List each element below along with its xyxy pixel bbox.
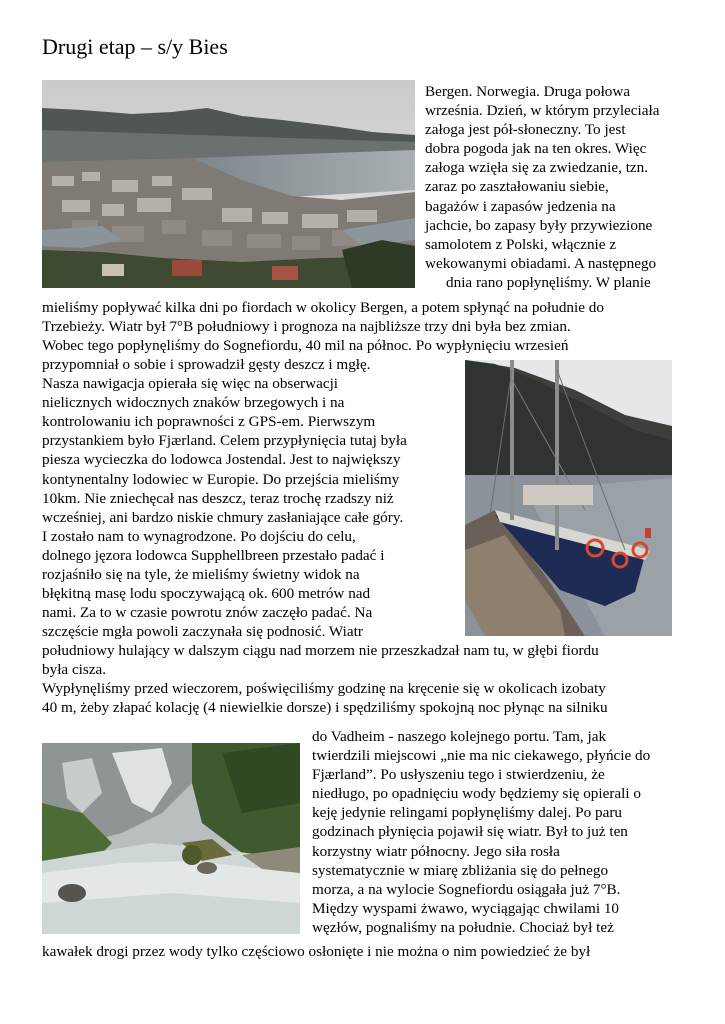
text-line: Fjærland”. Po usłyszeniu tego i stwierdzeniu, że bbox=[312, 766, 605, 784]
text-line: 10km. Nie zniechęcał nas deszcz, teraz trochę rzadszy niż bbox=[42, 489, 394, 507]
text-line: rozjaśniło się na tyle, że mieliśmy świetny widok na bbox=[42, 566, 360, 584]
page-title: Drugi etap – s/y Bies bbox=[42, 34, 228, 59]
text-line: przystankiem było Fjærland. Celem przypłynięcia tutaj była bbox=[42, 432, 407, 450]
text-line: wekowanymi obiadami. A następnego bbox=[425, 254, 657, 272]
text-line: do Vadheim - naszego kolejnego portu. Tam, jak bbox=[312, 728, 607, 745]
glacier-paragraph bbox=[42, 355, 407, 641]
text-line: szczęście mgła powoli zaczynała się podnosić. Wiatr bbox=[42, 623, 363, 641]
text-line: błękitną masę lodu spoczywającą ok. 600 metrów nad bbox=[42, 585, 371, 603]
text-line: zaraz po zaształowaniu siebie, bbox=[425, 178, 609, 196]
text-line: korzystny wiatr północny. Jego siła rosła bbox=[312, 842, 560, 860]
text-line: kawałek drogi przez wody tylko częściowo osłonięte i nie można o nim powiedzieć że był bbox=[42, 943, 591, 960]
text-line: Trzebieży. Wiatr był 7°B południowy i prognoza na najbliższe trzy dni była bez zmian. bbox=[42, 318, 571, 336]
intro-paragraph bbox=[425, 82, 659, 292]
text-line: nami. Za to w czasie powrotu znów zaczęło padać. Na bbox=[42, 604, 373, 622]
text-line: nielicznych widocznych znaków brzegowych i na bbox=[42, 394, 345, 412]
text-line: systematycznie w miarę zbliżania się do pełnego bbox=[312, 861, 609, 879]
text-line: jachcie, bo zapasy były przywiezione bbox=[425, 216, 653, 234]
text-line: bagażów i zapasów jedzenia na bbox=[425, 197, 616, 215]
full-width-paragraph-1 bbox=[42, 298, 604, 355]
text-line: węzłów, pognaliśmy na południe. Chociaż był też bbox=[312, 918, 614, 936]
text-line: mieliśmy popływać kilka dni po fiordach w okolicy Bergen, a potem spłynąć na południe do bbox=[42, 299, 604, 316]
text-line: dnia rano popłynęliśmy. W planie bbox=[446, 273, 651, 291]
text-line: przypomniał o sobie i sprowadził gęsty deszcz i mgłę. bbox=[42, 356, 371, 373]
text-line: Bergen. Norwegia. Druga połowa bbox=[425, 83, 631, 100]
text-line: wcześniej, ani bardzo niskie chmury zasłaniające całe góry. bbox=[42, 508, 404, 526]
text-line: Między wyspami żwawo, wyciągając chwilami 10 bbox=[312, 899, 620, 917]
glacier-river-photo bbox=[42, 743, 300, 934]
text-line: I zostało nam to wynagrodzone. Po dojściu do celu, bbox=[42, 527, 356, 545]
text-line: załoga jest pół-słoneczny. To jest bbox=[425, 121, 626, 139]
text-line: Wypłynęliśmy przed wieczorem, poświęciliśmy godzinę na kręcenie się w okolicach izobaty bbox=[42, 680, 606, 698]
text-line: 40 m, żeby złapać kolację (4 niewielkie dorsze) i spędziliśmy spokojną noc płynąc na silniku bbox=[42, 699, 608, 717]
bergen-city-photo bbox=[42, 80, 415, 288]
text-line: samolotem z Polski, włącznie z bbox=[425, 235, 617, 253]
text-line: dolnego jęzora lodowca Supphellbreen przestało padać i bbox=[42, 546, 385, 564]
full-width-paragraph-3 bbox=[42, 942, 590, 961]
text-line: keję jedynie relingami popłynęliśmy dalej. Po paru bbox=[312, 804, 623, 822]
full-width-paragraph-2 bbox=[42, 641, 608, 717]
text-line: dobra pogoda jak na ten okres. Więc bbox=[425, 140, 647, 158]
text-line: Nasza nawigacja opierała się więc na obserwacji bbox=[42, 375, 339, 393]
text-line: była cisza. bbox=[42, 661, 107, 679]
yacht-photo bbox=[465, 360, 672, 636]
text-line: twierdzili miejscowi „nie ma nic ciekawego, płyńcie do bbox=[312, 747, 651, 765]
text-line: kontrolowaniu ich poprawności z GPS-em. Pierwszym bbox=[42, 413, 376, 431]
text-line: kontynentalny lodowiec w Europie. Do przejścia mieliśmy bbox=[42, 470, 400, 488]
text-line: godzinach płynięcia pojawił się wiatr. Był to już ten bbox=[312, 823, 628, 841]
text-line: załoga wzięła się za zwiedzanie, tzn. bbox=[425, 159, 649, 177]
text-line: piesza wycieczka do lodowca Jostendal. Jest to największy bbox=[42, 451, 401, 469]
text-line: morza, a na wylocie Sognefiordu osiągała już 7°B. bbox=[312, 880, 621, 898]
text-line: południowy hulający w dalszym ciągu nad morzem nie przeszkadzał nam tu, w głębi fiordu bbox=[42, 642, 599, 659]
text-line: Wobec tego popłynęliśmy do Sognefiordu, 40 mil na północ. Po wypłynięciu wrzesień bbox=[42, 337, 569, 355]
text-line: września. Dzień, w którym przyleciała bbox=[425, 102, 660, 120]
text-line: niedługo, po opadnięciu wody będziemy się opierali o bbox=[312, 785, 641, 803]
vadheim-paragraph bbox=[312, 727, 650, 937]
